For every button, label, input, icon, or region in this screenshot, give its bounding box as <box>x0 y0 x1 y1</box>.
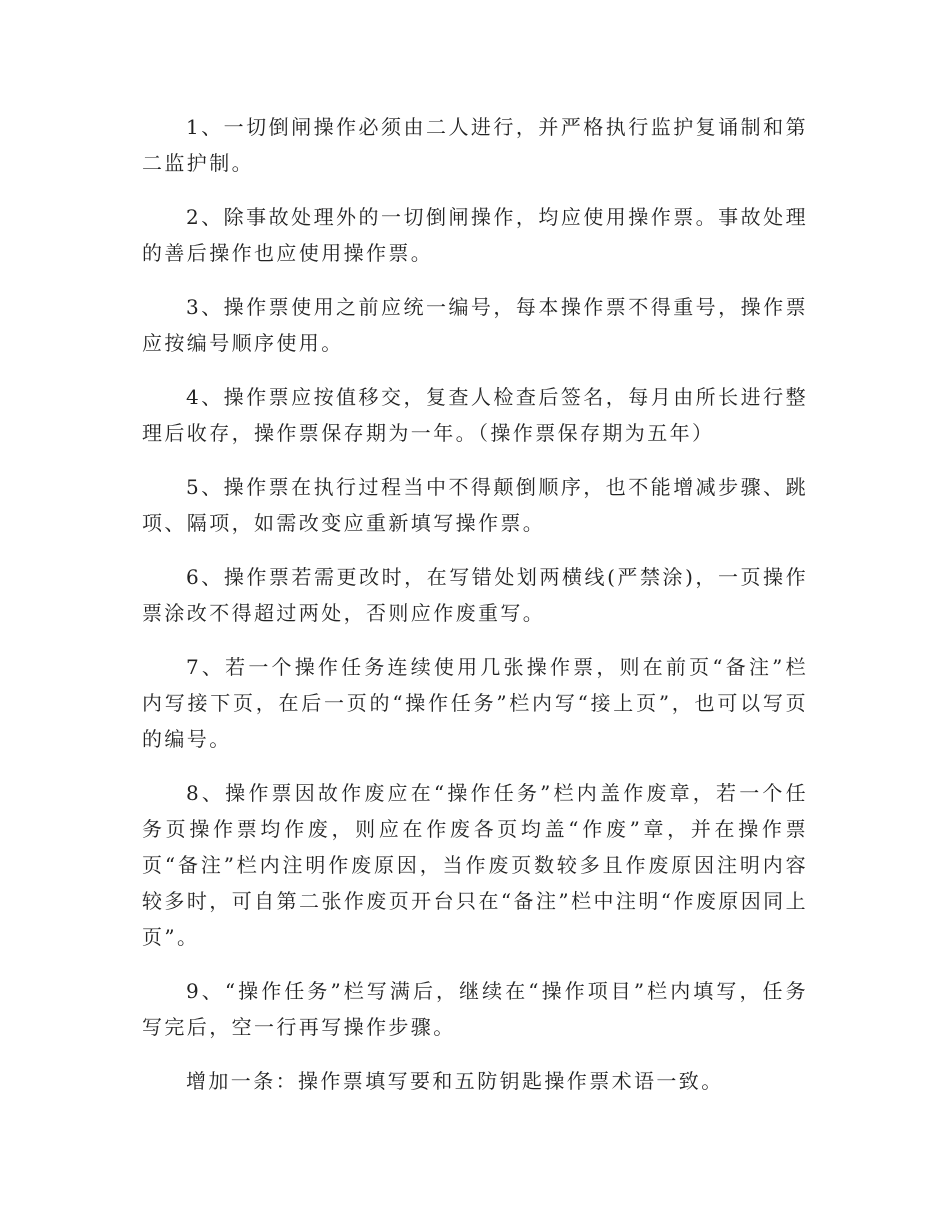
document-body <box>142 109 808 1099</box>
added-rule-paragraph: 增加一条：操作票填写要和五防钥匙操作票术语一致。 <box>186 1069 724 1093</box>
rule-paragraph-6: 6、操作票若需更改时，在写错处划两横线(严禁涂)，一页操作票涂改不得超过两处，否则应作废重写。 <box>142 565 808 625</box>
rule-paragraph-4: 4、操作票应按值移交，复查人检查后签名，每月由所长进行整理后收存，操作票保存期为一年。（操作票保存期为五年） <box>142 385 808 445</box>
rule-paragraph-5: 5、操作票在执行过程当中不得颠倒顺序，也不能增减步骤、跳项、隔项，如需改变应重新填写操作票。 <box>142 475 808 535</box>
rule-paragraph-3: 3、操作票使用之前应统一编号，每本操作票不得重号，操作票应按编号顺序使用。 <box>142 295 808 355</box>
rule-paragraph-7: 7、若一个操作任务连续使用几张操作票，则在前页“备注”栏内写接下页，在后一页的“操作任务”栏内写“接上页”，也可以写页的编号。 <box>142 655 808 751</box>
rule-paragraph-1: 1、一切倒闸操作必须由二人进行，并严格执行监护复诵制和第二监护制。 <box>142 115 808 175</box>
rule-paragraph-9: 9、“操作任务”栏写满后，继续在“操作项目”栏内填写，任务写完后，空一行再写操作步骤。 <box>142 979 808 1039</box>
rule-paragraph-8: 8、操作票因故作废应在“操作任务”栏内盖作废章，若一个任务页操作票均作废，则应在作废各页均盖“作废”章，并在操作票页“备注”栏内注明作废原因，当作废页数较多且作废原因注明内容较多时，可自第二张作废页开台只在“备注”栏中注明“作废原因同上页”。 <box>142 781 808 949</box>
rule-paragraph-2: 2、除事故处理外的一切倒闸操作，均应使用操作票。事故处理的善后操作也应使用操作票。 <box>142 205 808 265</box>
